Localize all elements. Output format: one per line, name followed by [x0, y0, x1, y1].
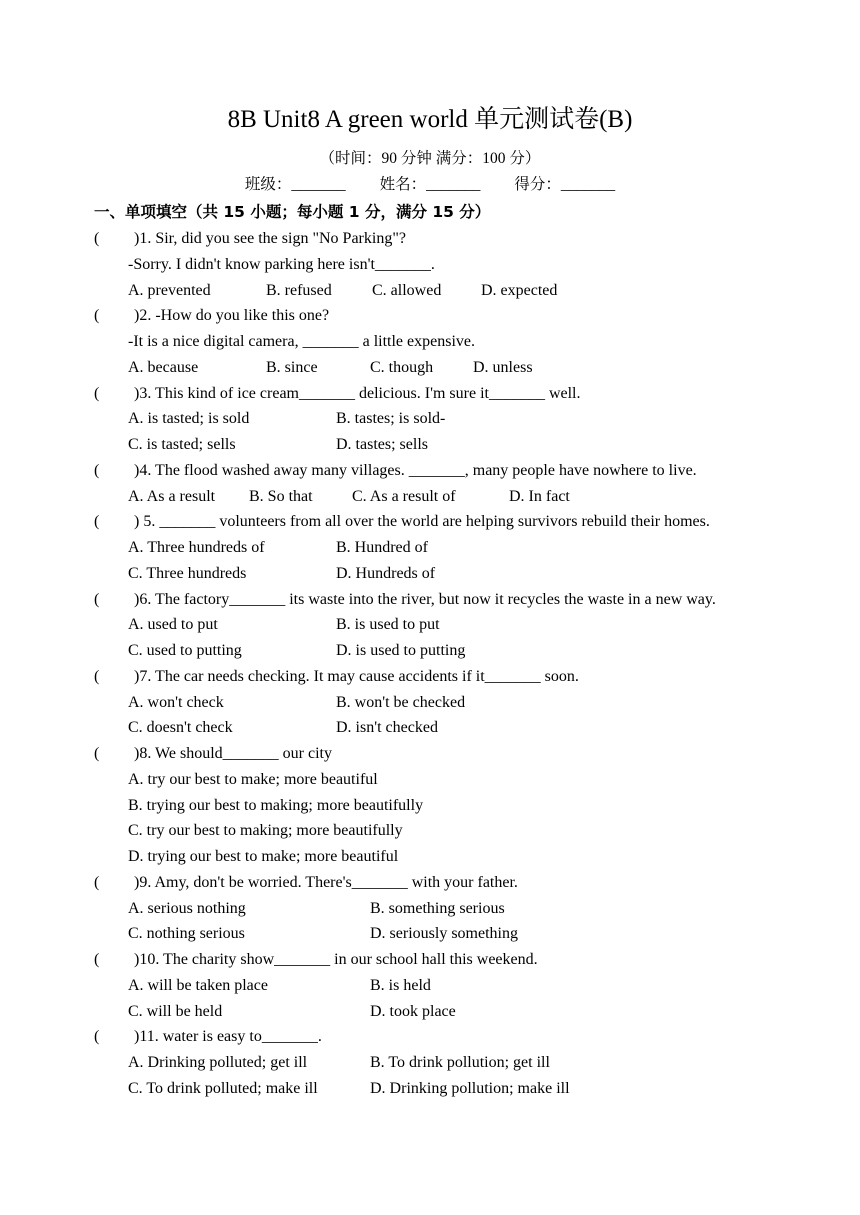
option-b: B. won't be checked	[336, 693, 466, 711]
option-a: A. try our best to make; more beautiful	[128, 770, 378, 788]
answer-paren: (	[94, 667, 100, 685]
answer-paren: (	[94, 230, 100, 247]
question-stem: )4. The flood washed away many villages. _______, many people have nowhere to live.	[134, 461, 697, 479]
option-a: A. will be taken place	[128, 976, 268, 994]
option-c: C. doesn't check	[128, 719, 233, 737]
question-stem: )2. -How do you like this one?	[134, 307, 330, 325]
answer-paren: (	[94, 513, 100, 531]
option-d: D. tastes; sells	[336, 436, 428, 453]
question-stem: )3. This kind of ice cream_______ delicious. I'm sure it_______ well.	[134, 384, 581, 402]
option-c: C. nothing serious	[128, 925, 245, 943]
option-b: B. something serious	[370, 899, 505, 917]
option-d: D. Drinking pollution; make ill	[370, 1079, 570, 1097]
answer-paren: (	[94, 1028, 100, 1046]
option-d: D. seriously something	[370, 925, 518, 943]
option-c: C. To drink polluted; make ill	[128, 1079, 318, 1097]
option-d: D. trying our best to make; more beautiful	[128, 848, 399, 865]
option-b: B. is held	[370, 976, 431, 994]
question-stem: )11. water is easy to_______.	[134, 1028, 322, 1046]
option-a: A. prevented	[128, 281, 211, 299]
page-title: 8B Unit8 A green world 单元测试卷(B)	[227, 106, 633, 133]
answer-paren: (	[94, 461, 100, 479]
answer-paren: (	[94, 384, 100, 402]
question-stem: )9. Amy, don't be worried. There's_______ with your father.	[134, 873, 518, 891]
option-d: D. Hundreds of	[336, 564, 436, 582]
option-a: A. serious nothing	[128, 899, 246, 917]
answer-paren: (	[94, 745, 100, 762]
option-a: A. Three hundreds of	[128, 539, 265, 556]
option-a: A. because	[128, 358, 199, 376]
question-stem: )1. Sir, did you see the sign "No Parking"?	[134, 230, 406, 247]
section-heading: 一、单项填空（共 15 小题；每小题 1 分，满分 15 分）	[94, 203, 491, 221]
question-stem: )8. We should_______ our city	[134, 745, 332, 762]
option-d: D. expected	[481, 281, 558, 299]
question-stem: )7. The car needs checking. It may cause accidents if it_______ soon.	[134, 667, 579, 685]
option-b: B. Hundred of	[336, 539, 428, 556]
option-d: D. In fact	[509, 487, 570, 505]
option-a: A. won't check	[128, 693, 224, 711]
option-c: C. used to putting	[128, 642, 242, 659]
question-stem: ) 5. _______ volunteers from all over the world are helping survivors rebuild their homes.	[134, 513, 710, 531]
option-d: D. took place	[370, 1002, 456, 1020]
name-label: 姓名：_______	[379, 176, 481, 193]
class-label: 班级：_______	[244, 176, 346, 193]
option-c: C. As a result of	[352, 487, 456, 505]
question-text: -It is a nice digital camera, _______ a little expensive.	[128, 333, 475, 350]
option-c: C. allowed	[372, 281, 442, 299]
option-b: B. refused	[266, 281, 332, 299]
option-b: B. tastes; is sold-	[336, 410, 446, 428]
option-c: C. Three hundreds	[128, 564, 247, 582]
option-c: C. though	[370, 358, 434, 376]
option-a: A. used to put	[128, 616, 218, 634]
student-info-line	[0, 174, 860, 196]
option-b: B. since	[266, 358, 318, 376]
question-text: -Sorry. I didn't know parking here isn't_______.	[128, 255, 435, 273]
answer-paren: (	[94, 873, 100, 891]
option-a: A. Drinking polluted; get ill	[128, 1054, 308, 1071]
option-a: A. As a result	[128, 487, 216, 505]
option-d: D. unless	[473, 358, 533, 376]
option-c: C. is tasted; sells	[128, 436, 236, 453]
option-b: B. trying our best to making; more beautifully	[128, 796, 424, 814]
option-a: A. is tasted; is sold	[128, 410, 250, 428]
answer-paren: (	[94, 951, 100, 968]
option-d: D. is used to putting	[336, 642, 466, 659]
question-stem: )10. The charity show_______ in our school hall this weekend.	[134, 951, 538, 968]
option-b: B. To drink pollution; get ill	[370, 1054, 550, 1071]
answer-paren: (	[94, 307, 100, 325]
option-b: B. So that	[249, 487, 313, 505]
option-c: C. try our best to making; more beautifully	[128, 822, 403, 840]
answer-paren: (	[94, 590, 100, 608]
option-b: B. is used to put	[336, 616, 440, 634]
question-stem: )6. The factory_______ its waste into the river, but now it recycles the waste in a new way.	[134, 590, 716, 608]
option-d: D. isn't checked	[336, 719, 438, 737]
score-label: 得分：_______	[514, 176, 616, 193]
exam-time-score: （时间：90 分钟 满分：100 分）	[319, 150, 541, 167]
option-c: C. will be held	[128, 1002, 223, 1020]
